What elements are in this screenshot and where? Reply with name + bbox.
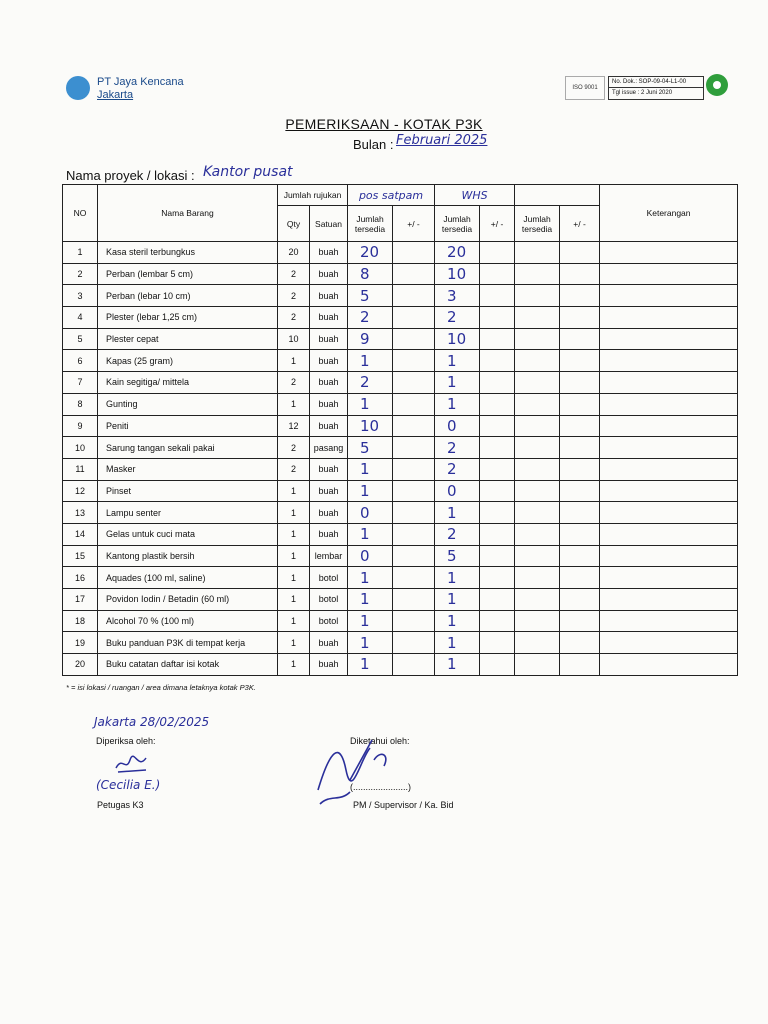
diff-location-2 bbox=[480, 458, 515, 480]
item-name: Alcohol 70 % (100 ml) bbox=[98, 610, 278, 632]
available-location-2: 0 bbox=[435, 415, 480, 437]
diff-location-3 bbox=[560, 458, 600, 480]
item-name: Kapas (25 gram) bbox=[98, 350, 278, 372]
available-location-1: 9 bbox=[348, 328, 393, 350]
reference-unit: buah bbox=[310, 654, 348, 676]
diff-location-1 bbox=[393, 328, 435, 350]
reference-unit: buah bbox=[310, 480, 348, 502]
available-location-3 bbox=[515, 589, 560, 611]
available-location-3 bbox=[515, 545, 560, 567]
table-row bbox=[63, 567, 738, 589]
notes bbox=[600, 567, 738, 589]
available-location-3 bbox=[515, 567, 560, 589]
diff-location-1 bbox=[393, 372, 435, 394]
checker-role: Petugas K3 bbox=[97, 800, 144, 810]
row-number: 19 bbox=[63, 632, 98, 654]
available-location-1: 8 bbox=[348, 263, 393, 285]
available-location-2: 2 bbox=[435, 307, 480, 329]
available-location-2: 1 bbox=[435, 393, 480, 415]
header-unit: Satuan bbox=[310, 206, 348, 242]
header-location-3 bbox=[515, 185, 600, 206]
reference-unit: lembar bbox=[310, 545, 348, 567]
checker-name: (Cecilia E.) bbox=[96, 778, 161, 792]
reference-qty: 1 bbox=[278, 502, 310, 524]
available-location-3 bbox=[515, 372, 560, 394]
available-location-3 bbox=[515, 350, 560, 372]
diff-location-2 bbox=[480, 372, 515, 394]
diff-location-1 bbox=[393, 263, 435, 285]
row-number: 16 bbox=[63, 567, 98, 589]
reference-qty: 1 bbox=[278, 393, 310, 415]
row-number: 1 bbox=[63, 242, 98, 264]
available-location-2: 1 bbox=[435, 654, 480, 676]
header-reference: Jumlah rujukan bbox=[278, 185, 348, 206]
diff-location-3 bbox=[560, 415, 600, 437]
header-notes: Keterangan bbox=[600, 185, 738, 242]
available-location-3 bbox=[515, 458, 560, 480]
available-location-3 bbox=[515, 393, 560, 415]
reference-qty: 20 bbox=[278, 242, 310, 264]
row-number: 4 bbox=[63, 307, 98, 329]
available-location-1: 0 bbox=[348, 502, 393, 524]
header-no: NO bbox=[63, 185, 98, 242]
company-logo bbox=[66, 76, 90, 100]
supervisor-signature bbox=[310, 730, 420, 810]
item-name: Aquades (100 ml, saline) bbox=[98, 567, 278, 589]
diff-location-2 bbox=[480, 242, 515, 264]
available-location-2: 1 bbox=[435, 589, 480, 611]
reference-unit: buah bbox=[310, 372, 348, 394]
diff-location-3 bbox=[560, 372, 600, 394]
available-location-1: 2 bbox=[348, 372, 393, 394]
header-diff-2: +/ - bbox=[480, 206, 515, 242]
diff-location-1 bbox=[393, 458, 435, 480]
available-location-3 bbox=[515, 632, 560, 654]
notes bbox=[600, 350, 738, 372]
diff-location-2 bbox=[480, 285, 515, 307]
diff-location-1 bbox=[393, 589, 435, 611]
item-name: Perban (lebar 10 cm) bbox=[98, 285, 278, 307]
available-location-3 bbox=[515, 263, 560, 285]
item-name: Masker bbox=[98, 458, 278, 480]
diff-location-1 bbox=[393, 350, 435, 372]
table-row bbox=[63, 654, 738, 676]
diff-location-2 bbox=[480, 545, 515, 567]
location-label: Nama proyek / lokasi : bbox=[66, 168, 195, 183]
available-location-1: 5 bbox=[348, 285, 393, 307]
available-location-1: 10 bbox=[348, 415, 393, 437]
reference-unit: buah bbox=[310, 502, 348, 524]
checker-signature bbox=[112, 750, 152, 776]
diff-location-1 bbox=[393, 285, 435, 307]
available-location-1: 5 bbox=[348, 437, 393, 459]
available-location-1: 2 bbox=[348, 307, 393, 329]
available-location-1: 1 bbox=[348, 480, 393, 502]
notes bbox=[600, 523, 738, 545]
reference-qty: 1 bbox=[278, 589, 310, 611]
notes bbox=[600, 307, 738, 329]
reference-unit: buah bbox=[310, 393, 348, 415]
available-location-3 bbox=[515, 480, 560, 502]
available-location-1: 20 bbox=[348, 242, 393, 264]
row-number: 7 bbox=[63, 372, 98, 394]
diff-location-2 bbox=[480, 263, 515, 285]
available-location-2: 0 bbox=[435, 480, 480, 502]
item-name: Pinset bbox=[98, 480, 278, 502]
reference-unit: botol bbox=[310, 610, 348, 632]
reference-qty: 1 bbox=[278, 480, 310, 502]
notes bbox=[600, 610, 738, 632]
diff-location-2 bbox=[480, 415, 515, 437]
diff-location-2 bbox=[480, 567, 515, 589]
certification-badge bbox=[565, 76, 605, 100]
row-number: 10 bbox=[63, 437, 98, 459]
available-location-2: 2 bbox=[435, 437, 480, 459]
reference-unit: buah bbox=[310, 523, 348, 545]
row-number: 2 bbox=[63, 263, 98, 285]
diff-location-1 bbox=[393, 567, 435, 589]
gear-icon bbox=[706, 74, 728, 96]
diff-location-3 bbox=[560, 610, 600, 632]
diff-location-2 bbox=[480, 393, 515, 415]
table-row bbox=[63, 545, 738, 567]
diff-location-2 bbox=[480, 610, 515, 632]
table-row bbox=[63, 610, 738, 632]
reference-qty: 10 bbox=[278, 328, 310, 350]
notes bbox=[600, 654, 738, 676]
diff-location-1 bbox=[393, 654, 435, 676]
row-number: 15 bbox=[63, 545, 98, 567]
item-name: Peniti bbox=[98, 415, 278, 437]
available-location-2: 10 bbox=[435, 328, 480, 350]
reference-unit: buah bbox=[310, 242, 348, 264]
available-location-2: 1 bbox=[435, 610, 480, 632]
reference-qty: 1 bbox=[278, 567, 310, 589]
reference-qty: 2 bbox=[278, 437, 310, 459]
diff-location-2 bbox=[480, 328, 515, 350]
month-label: Bulan : bbox=[353, 137, 394, 152]
reference-qty: 2 bbox=[278, 285, 310, 307]
diff-location-3 bbox=[560, 545, 600, 567]
diff-location-1 bbox=[393, 502, 435, 524]
diff-location-3 bbox=[560, 328, 600, 350]
notes bbox=[600, 437, 738, 459]
diff-location-3 bbox=[560, 480, 600, 502]
reference-qty: 1 bbox=[278, 610, 310, 632]
row-number: 13 bbox=[63, 502, 98, 524]
item-name: Gunting bbox=[98, 393, 278, 415]
diff-location-1 bbox=[393, 610, 435, 632]
item-name: Kain segitiga/ mittela bbox=[98, 372, 278, 394]
row-number: 9 bbox=[63, 415, 98, 437]
reference-unit: buah bbox=[310, 350, 348, 372]
known-by-label: Diketahui oleh: bbox=[350, 736, 410, 746]
reference-qty: 1 bbox=[278, 632, 310, 654]
diff-location-3 bbox=[560, 285, 600, 307]
notes bbox=[600, 328, 738, 350]
diff-location-1 bbox=[393, 307, 435, 329]
available-location-2: 1 bbox=[435, 372, 480, 394]
item-name: Gelas untuk cuci mata bbox=[98, 523, 278, 545]
reference-unit: buah bbox=[310, 632, 348, 654]
available-location-2: 1 bbox=[435, 567, 480, 589]
available-location-1: 1 bbox=[348, 458, 393, 480]
diff-location-3 bbox=[560, 502, 600, 524]
diff-location-2 bbox=[480, 654, 515, 676]
table-row bbox=[63, 307, 738, 329]
available-location-1: 1 bbox=[348, 610, 393, 632]
table-row bbox=[63, 350, 738, 372]
table-row bbox=[63, 632, 738, 654]
table-row bbox=[63, 242, 738, 264]
table-row bbox=[63, 480, 738, 502]
supervisor-role: PM / Supervisor / Ka. Bid bbox=[353, 800, 454, 810]
diff-location-1 bbox=[393, 242, 435, 264]
table-row bbox=[63, 523, 738, 545]
reference-unit: botol bbox=[310, 589, 348, 611]
reference-unit: buah bbox=[310, 263, 348, 285]
reference-unit: botol bbox=[310, 567, 348, 589]
item-name: Sarung tangan sekali pakai bbox=[98, 437, 278, 459]
item-name: Kantong plastik bersih bbox=[98, 545, 278, 567]
available-location-2: 1 bbox=[435, 502, 480, 524]
diff-location-3 bbox=[560, 263, 600, 285]
available-location-2: 5 bbox=[435, 545, 480, 567]
diff-location-3 bbox=[560, 632, 600, 654]
header-available-2: Jumlah tersedia bbox=[435, 206, 480, 242]
available-location-1: 1 bbox=[348, 567, 393, 589]
available-location-3 bbox=[515, 285, 560, 307]
diff-location-2 bbox=[480, 437, 515, 459]
item-name: Plester (lebar 1,25 cm) bbox=[98, 307, 278, 329]
diff-location-3 bbox=[560, 523, 600, 545]
diff-location-3 bbox=[560, 654, 600, 676]
diff-location-2 bbox=[480, 523, 515, 545]
reference-qty: 1 bbox=[278, 523, 310, 545]
reference-qty: 2 bbox=[278, 263, 310, 285]
diff-location-2 bbox=[480, 307, 515, 329]
item-name: Lampu senter bbox=[98, 502, 278, 524]
table-row bbox=[63, 372, 738, 394]
company-city: Jakarta bbox=[97, 89, 134, 101]
footnote: * = isi lokasi / ruangan / area dimana letaknya kotak P3K. bbox=[66, 683, 256, 692]
header-location-2: WHS bbox=[435, 185, 515, 206]
reference-unit: buah bbox=[310, 307, 348, 329]
document-info-box bbox=[608, 76, 704, 100]
diff-location-1 bbox=[393, 415, 435, 437]
item-name: Buku catatan daftar isi kotak bbox=[98, 654, 278, 676]
row-number: 17 bbox=[63, 589, 98, 611]
available-location-1: 0 bbox=[348, 545, 393, 567]
notes bbox=[600, 458, 738, 480]
row-number: 3 bbox=[63, 285, 98, 307]
header-qty: Qty bbox=[278, 206, 310, 242]
table-row bbox=[63, 263, 738, 285]
supervisor-name-line: (......................) bbox=[350, 782, 412, 792]
month-value: Februari 2025 bbox=[396, 133, 488, 148]
row-number: 11 bbox=[63, 458, 98, 480]
reference-unit: buah bbox=[310, 285, 348, 307]
document-number: No. Dok.: SOP-09-04-L1-00 bbox=[609, 77, 703, 88]
diff-location-1 bbox=[393, 437, 435, 459]
row-number: 8 bbox=[63, 393, 98, 415]
notes bbox=[600, 393, 738, 415]
checklist-table bbox=[62, 184, 738, 676]
available-location-3 bbox=[515, 610, 560, 632]
row-number: 14 bbox=[63, 523, 98, 545]
reference-unit: pasang bbox=[310, 437, 348, 459]
notes bbox=[600, 632, 738, 654]
diff-location-2 bbox=[480, 632, 515, 654]
available-location-1: 1 bbox=[348, 523, 393, 545]
diff-location-1 bbox=[393, 545, 435, 567]
item-name: Perban (lembar 5 cm) bbox=[98, 263, 278, 285]
available-location-1: 1 bbox=[348, 393, 393, 415]
available-location-3 bbox=[515, 437, 560, 459]
company-name: PT Jaya Kencana bbox=[97, 76, 184, 88]
header-available-3: Jumlah tersedia bbox=[515, 206, 560, 242]
row-number: 6 bbox=[63, 350, 98, 372]
item-name: Buku panduan P3K di tempat kerja bbox=[98, 632, 278, 654]
header-available-1: Jumlah tersedia bbox=[348, 206, 393, 242]
reference-qty: 2 bbox=[278, 372, 310, 394]
diff-location-3 bbox=[560, 437, 600, 459]
header-diff-1: +/ - bbox=[393, 206, 435, 242]
available-location-2: 3 bbox=[435, 285, 480, 307]
table-row bbox=[63, 458, 738, 480]
notes bbox=[600, 415, 738, 437]
available-location-1: 1 bbox=[348, 632, 393, 654]
notes bbox=[600, 545, 738, 567]
form-title: PEMERIKSAAN - KOTAK P3K bbox=[285, 116, 483, 132]
available-location-3 bbox=[515, 242, 560, 264]
diff-location-1 bbox=[393, 523, 435, 545]
notes bbox=[600, 502, 738, 524]
table-row bbox=[63, 437, 738, 459]
row-number: 12 bbox=[63, 480, 98, 502]
diff-location-3 bbox=[560, 242, 600, 264]
cert-label: ISO 9001 bbox=[572, 85, 598, 91]
notes bbox=[600, 285, 738, 307]
table-row bbox=[63, 589, 738, 611]
available-location-3 bbox=[515, 415, 560, 437]
reference-qty: 2 bbox=[278, 458, 310, 480]
header-item: Nama Barang bbox=[98, 185, 278, 242]
diff-location-3 bbox=[560, 350, 600, 372]
table-row bbox=[63, 328, 738, 350]
notes bbox=[600, 242, 738, 264]
header-location-1: pos satpam bbox=[348, 185, 435, 206]
diff-location-1 bbox=[393, 632, 435, 654]
diff-location-1 bbox=[393, 480, 435, 502]
row-number: 20 bbox=[63, 654, 98, 676]
notes bbox=[600, 480, 738, 502]
available-location-3 bbox=[515, 654, 560, 676]
diff-location-2 bbox=[480, 350, 515, 372]
available-location-3 bbox=[515, 502, 560, 524]
location-value: Kantor pusat bbox=[203, 164, 293, 180]
table-row bbox=[63, 285, 738, 307]
notes bbox=[600, 589, 738, 611]
available-location-3 bbox=[515, 523, 560, 545]
item-name: Kasa steril terbungkus bbox=[98, 242, 278, 264]
reference-unit: buah bbox=[310, 328, 348, 350]
diff-location-2 bbox=[480, 502, 515, 524]
checked-by-label: Diperiksa oleh: bbox=[96, 736, 156, 746]
diff-location-3 bbox=[560, 589, 600, 611]
row-number: 18 bbox=[63, 610, 98, 632]
reference-qty: 1 bbox=[278, 545, 310, 567]
diff-location-3 bbox=[560, 307, 600, 329]
reference-unit: buah bbox=[310, 458, 348, 480]
available-location-2: 2 bbox=[435, 458, 480, 480]
available-location-2: 10 bbox=[435, 263, 480, 285]
row-number: 5 bbox=[63, 328, 98, 350]
item-name: Povidon Iodin / Betadin (60 ml) bbox=[98, 589, 278, 611]
available-location-1: 1 bbox=[348, 589, 393, 611]
notes bbox=[600, 263, 738, 285]
available-location-3 bbox=[515, 328, 560, 350]
available-location-2: 1 bbox=[435, 632, 480, 654]
table-row bbox=[63, 415, 738, 437]
reference-unit: buah bbox=[310, 415, 348, 437]
signature-date: Jakarta 28/02/2025 bbox=[94, 715, 210, 729]
available-location-2: 2 bbox=[435, 523, 480, 545]
notes bbox=[600, 372, 738, 394]
item-name: Plester cepat bbox=[98, 328, 278, 350]
diff-location-1 bbox=[393, 393, 435, 415]
diff-location-3 bbox=[560, 393, 600, 415]
diff-location-2 bbox=[480, 589, 515, 611]
diff-location-2 bbox=[480, 480, 515, 502]
reference-qty: 1 bbox=[278, 654, 310, 676]
table-row bbox=[63, 393, 738, 415]
available-location-3 bbox=[515, 307, 560, 329]
reference-qty: 1 bbox=[278, 350, 310, 372]
available-location-2: 20 bbox=[435, 242, 480, 264]
issue-date: Tgl issue : 2 Juni 2020 bbox=[612, 90, 673, 96]
reference-qty: 12 bbox=[278, 415, 310, 437]
available-location-1: 1 bbox=[348, 350, 393, 372]
table-row bbox=[63, 502, 738, 524]
diff-location-3 bbox=[560, 567, 600, 589]
available-location-2: 1 bbox=[435, 350, 480, 372]
available-location-1: 1 bbox=[348, 654, 393, 676]
header-diff-3: +/ - bbox=[560, 206, 600, 242]
reference-qty: 2 bbox=[278, 307, 310, 329]
